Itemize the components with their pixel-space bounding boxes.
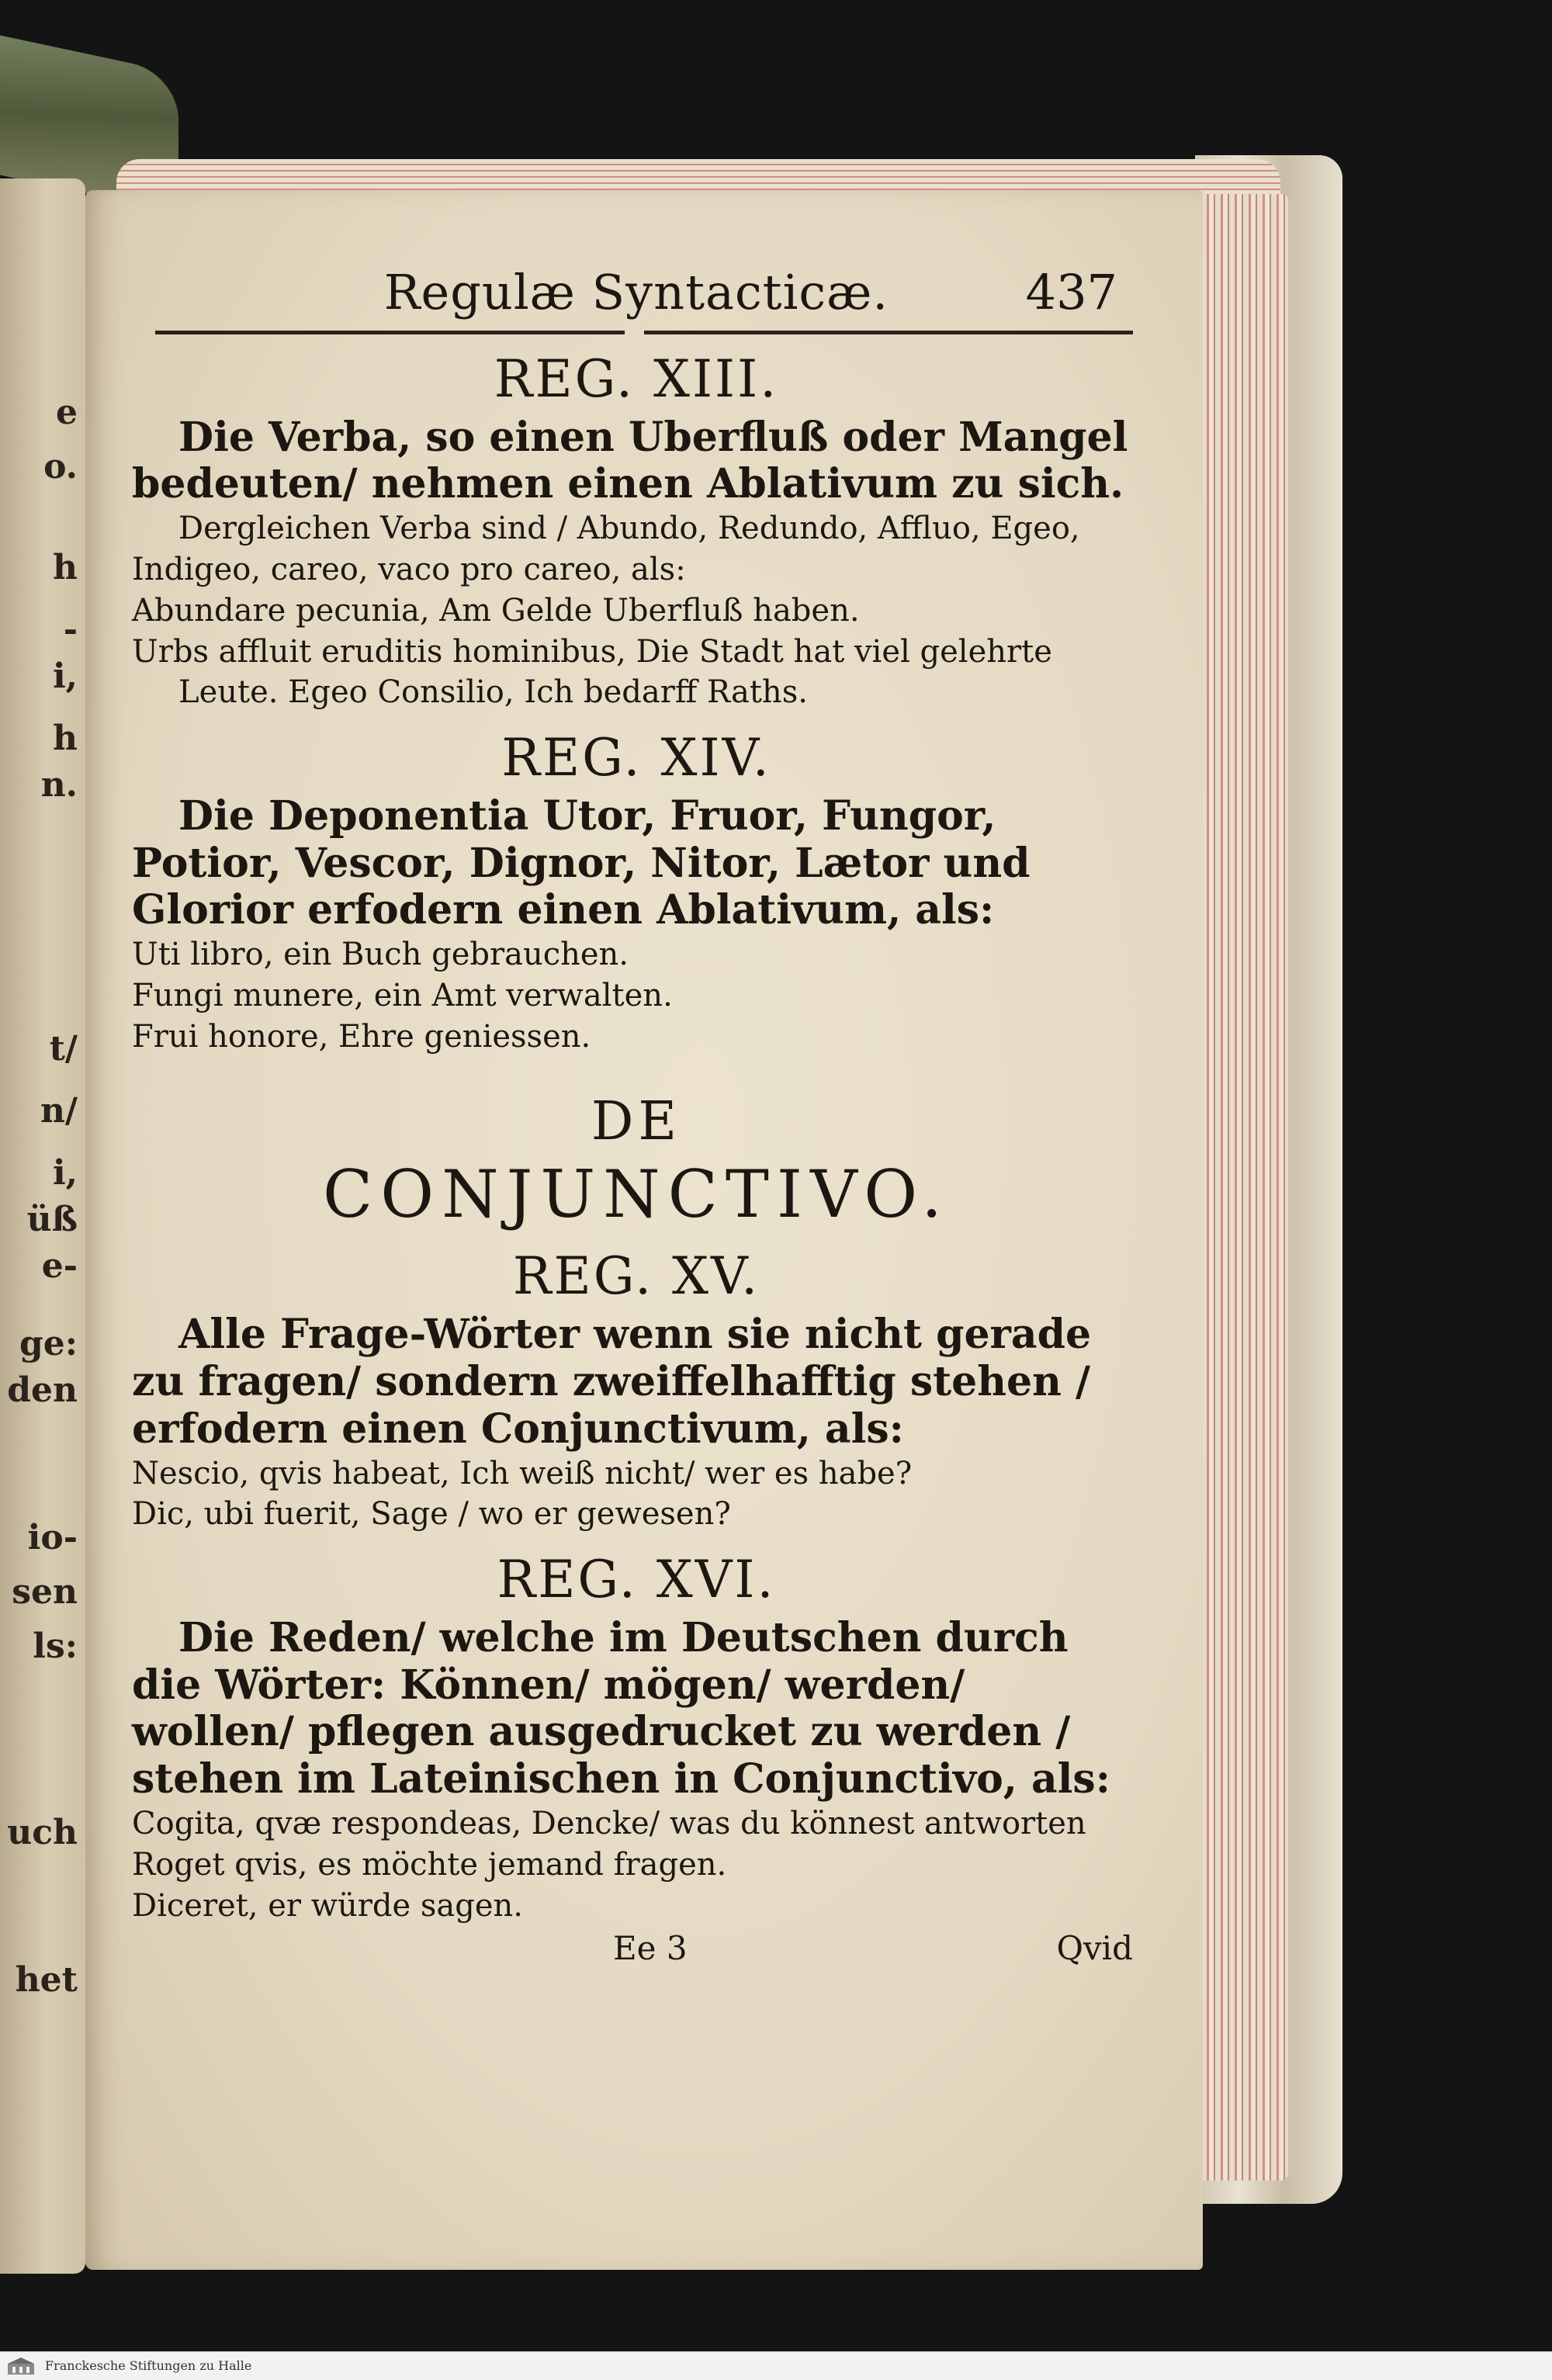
left-fragment: o. bbox=[43, 447, 78, 487]
example-line: Fungi munere, ein Amt verwalten. bbox=[132, 978, 673, 1014]
viewer-footer bbox=[0, 2351, 1552, 2380]
left-page-edge bbox=[0, 178, 85, 2274]
left-fragment: uch bbox=[7, 1813, 78, 1852]
example-line: Nescio, qvis habeat, Ich weiß nicht/ wer es habe? bbox=[132, 1455, 913, 1491]
example-line: Diceret, er würde sagen. bbox=[132, 1887, 523, 1924]
signature-mark: Ee 3 bbox=[613, 1929, 688, 1968]
rule-statement: Die Reden/ welche im Deutschen durch die Wörter: Können/ mögen/ werden/ wollen/ pflegen ausgedrucket zu werden / stehen im Lateinischen in Conjunctivo, als: bbox=[132, 1613, 1110, 1803]
running-head bbox=[132, 264, 1141, 326]
left-fragment: t/ bbox=[49, 1029, 78, 1069]
example-line: Frui honore, Ehre geniessen. bbox=[132, 1018, 591, 1055]
header-rule bbox=[155, 331, 1133, 334]
page-text bbox=[132, 264, 1141, 1976]
example-line: Dic, ubi fuerit, Sage / wo er gewesen? bbox=[132, 1496, 731, 1533]
example-line: Urbs affluit eruditis hominibus, Die Stadt hat viel gelehrte Leute. Egeo Consilio, Ich bedarff Raths. bbox=[132, 633, 1052, 711]
page-number: 437 bbox=[1025, 264, 1117, 320]
rule-heading: REG. XV. bbox=[512, 1246, 760, 1307]
rule-statement: Die Deponentia Utor, Fruor, Fungor, Potior, Vescor, Dignor, Nitor, Lætor und Glorior erfodern einen Ablativum, als: bbox=[132, 792, 1031, 934]
example-line: Uti libro, ein Buch gebrauchen. bbox=[132, 937, 629, 973]
rule-statement: Alle Frage-Wörter wenn sie nicht gerade zu fragen/ sondern zweiffelhafftig stehen / erfodern einen Conjunctivum, als: bbox=[132, 1311, 1092, 1453]
chapter-title-line: CONJUNCTIVO. bbox=[323, 1155, 950, 1232]
left-fragment: sen bbox=[12, 1572, 78, 1612]
left-fragment: ge: bbox=[19, 1324, 78, 1363]
left-fragment: e bbox=[56, 393, 78, 432]
left-fragment: üß bbox=[26, 1200, 78, 1239]
chapter-title-line: DE bbox=[591, 1090, 682, 1152]
left-fragment: n/ bbox=[40, 1091, 78, 1131]
left-fragment: e- bbox=[41, 1246, 78, 1286]
example-line: Dergleichen Verba sind / Abundo, Redundo, Affluo, Egeo, Indigeo, careo, vaco pro careo, als: bbox=[132, 511, 1080, 588]
left-fragment: h bbox=[53, 719, 78, 758]
book-page bbox=[85, 190, 1203, 2270]
footer-institution-name: Franckesche Stiftungen zu Halle bbox=[45, 2358, 252, 2373]
running-title: Regulæ Syntacticæ. bbox=[383, 264, 889, 320]
rule-heading: REG. XIII. bbox=[494, 349, 779, 409]
example-line: Abundare pecunia, Am Gelde Uberfluß haben. bbox=[132, 592, 860, 629]
left-fragment: i, bbox=[52, 1153, 78, 1193]
left-fragment: io- bbox=[27, 1518, 78, 1557]
example-line: Roget qvis, es möchte jemand fragen. bbox=[132, 1846, 727, 1883]
left-fragment: het bbox=[15, 1960, 78, 2000]
example-line: Cogita, qvæ respondeas, Dencke/ was du könnest antworten bbox=[132, 1806, 1086, 1842]
left-fragment: den bbox=[7, 1370, 78, 1410]
rule-heading: REG. XVI. bbox=[497, 1550, 776, 1610]
catchword: Qvid bbox=[1056, 1929, 1133, 1968]
left-fragment: h bbox=[53, 548, 78, 587]
rule-heading: REG. XIV. bbox=[501, 728, 771, 788]
institution-logo-icon bbox=[6, 2356, 36, 2376]
page-footer-line bbox=[132, 1929, 1141, 1976]
rule-statement: Die Verba, so einen Uberfluß oder Mangel bedeuten/ nehmen einen Ablativum zu sich. bbox=[132, 413, 1128, 508]
left-fragment: ls: bbox=[33, 1627, 78, 1666]
left-fragment: i, bbox=[52, 656, 78, 696]
left-fragment: n. bbox=[40, 765, 78, 805]
left-fragment: - bbox=[63, 610, 78, 650]
